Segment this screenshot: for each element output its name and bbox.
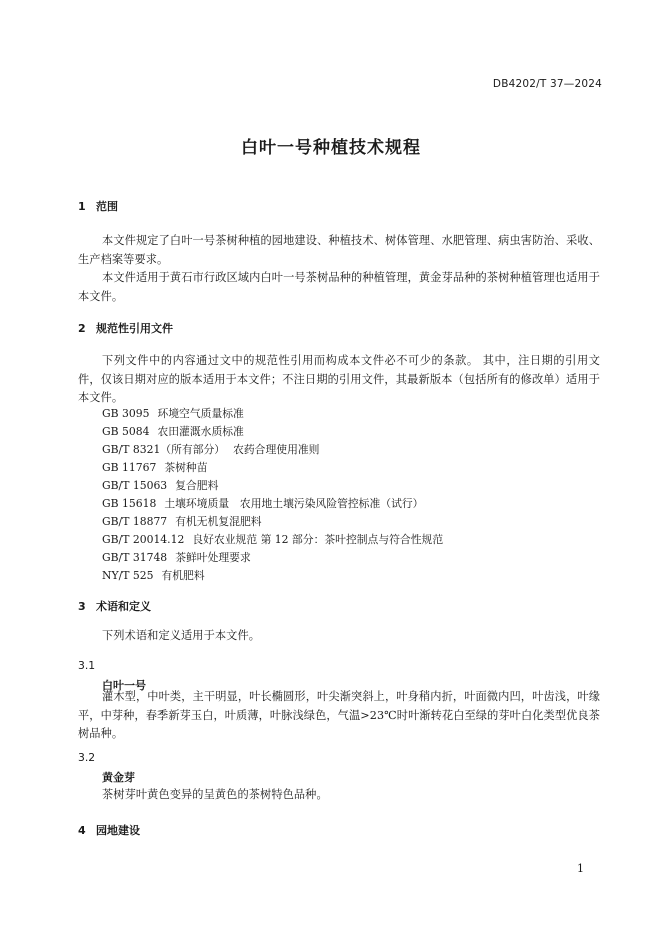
reference-title: 复合肥料 xyxy=(175,479,219,492)
page-title: 白叶一号种植技术规程 xyxy=(241,138,421,158)
section-number: 2 xyxy=(78,322,86,335)
term-name: 黄金芽 xyxy=(102,771,135,784)
reference-code: GB/T 31748 xyxy=(102,551,168,564)
page-number: 1 xyxy=(577,862,584,875)
reference-title: 环境空气质量标准 xyxy=(157,407,244,420)
reference-title: 农药合理使用准则 xyxy=(233,443,320,456)
section-title: 术语和定义 xyxy=(96,600,151,613)
scope-paragraph-2: 本文件适用于黄石市行政区域内白叶一号茶树品种的种植管理，黄金芽品种的茶树种植管理也适用于本文件。 xyxy=(78,271,600,303)
reference-item xyxy=(102,495,423,514)
section-number: 3 xyxy=(78,600,86,613)
section-title: 规范性引用文件 xyxy=(96,322,173,335)
reference-item xyxy=(102,405,244,424)
reference-code: GB 3095 xyxy=(102,407,150,420)
reference-title: 有机无机复混肥料 xyxy=(175,515,262,528)
section-number: 1 xyxy=(78,200,86,213)
section-number: 4 xyxy=(78,824,86,837)
reference-title: 良好农业规范 第 12 部分：茶叶控制点与符合性规范 xyxy=(192,533,444,546)
reference-title: 土壤环境质量 农用地土壤污染风险管控标准（试行） xyxy=(164,497,424,510)
section-heading-normative-references xyxy=(78,320,173,336)
reference-code: GB 5084 xyxy=(102,425,150,438)
reference-item xyxy=(102,459,208,478)
section-heading-scope xyxy=(78,198,118,214)
reference-code: NY/T 525 xyxy=(102,569,154,582)
terms-intro: 下列术语和定义适用于本文件。 xyxy=(102,629,261,642)
reference-code: GB/T 20014.12 xyxy=(102,533,185,546)
section-title: 范围 xyxy=(96,200,118,213)
reference-item xyxy=(102,531,443,550)
scope-paragraph-1: 本文件规定了白叶一号茶树种植的园地建设、种植技术、树体管理、水肥管理、病虫害防治、采收、生产档案等要求。 xyxy=(78,234,600,266)
reference-code: GB 11767 xyxy=(102,461,157,474)
reference-title: 茶鲜叶处理要求 xyxy=(175,551,251,564)
term-number: 3.1 xyxy=(78,659,96,672)
reference-item xyxy=(102,549,251,568)
reference-item xyxy=(102,441,319,460)
reference-title: 有机肥料 xyxy=(161,569,205,582)
reference-title: 茶树种苗 xyxy=(164,461,208,474)
term-number: 3.2 xyxy=(78,751,96,764)
term-definition: 灌木型，中叶类，主干明显，叶长椭圆形，叶尖渐突斜上，叶身稍内折，叶面微内凹，叶齿浅，叶缘平，中芽种，春季新芽玉白，叶质薄，叶脉浅绿色，气温>23℃时叶渐转花白至绿的芽叶白化类型优良茶树品种。 xyxy=(78,690,600,740)
reference-item xyxy=(102,513,262,532)
reference-item xyxy=(102,477,218,496)
standard-number: DB4202/T 37—2024 xyxy=(492,78,602,90)
reference-code: GB/T 8321（所有部分） xyxy=(102,443,226,456)
reference-item xyxy=(102,423,244,442)
section-heading-garden-construction xyxy=(78,822,140,838)
reference-code: GB/T 18877 xyxy=(102,515,168,528)
term-name: 白叶一号 xyxy=(102,679,146,692)
reference-code: GB/T 15063 xyxy=(102,479,168,492)
reference-code: GB 15618 xyxy=(102,497,157,510)
term-definition: 茶树芽叶黄色变异的呈黄色的茶树特色品种。 xyxy=(102,788,328,801)
section-heading-terms xyxy=(78,598,151,614)
reference-item xyxy=(102,567,205,586)
section-title: 园地建设 xyxy=(96,824,140,837)
reference-title: 农田灌溉水质标准 xyxy=(157,425,244,438)
references-intro: 下列文件中的内容通过文中的规范性引用而构成本文件必不可少的条款。 其中，注日期的引用文件，仅该日期对应的版本适用于本文件；不注日期的引用文件，其最新版本（包括所有的修改单）适用于本文件。 xyxy=(78,354,600,404)
